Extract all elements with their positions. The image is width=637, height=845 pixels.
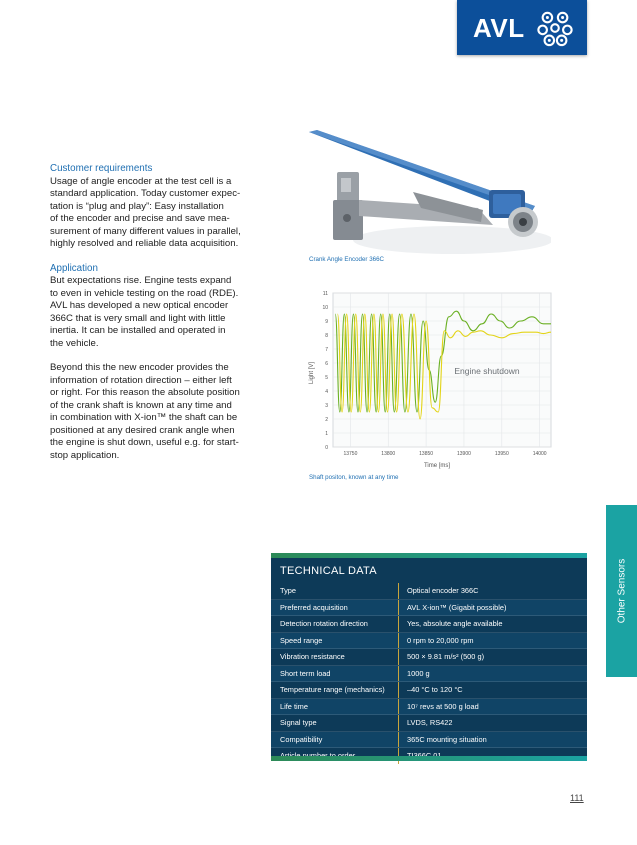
text-line: standard application. Today customer expec- [50,188,241,199]
x-tick-label: 13800 [381,451,396,457]
table-row [271,732,587,749]
y-tick-label: 2 [325,417,328,423]
row-value: AVL X-ion™ (Gigabit possible) [407,602,507,612]
y-tick-label: 8 [325,333,328,339]
text-line: But expectations rise. Engine tests expand [50,275,232,286]
y-tick-label: 3 [325,403,328,409]
table-rows [271,583,587,765]
text-line: AVL has developed a new optical encoder [50,300,229,311]
text-line: information of rotation direction – either left [50,374,232,386]
row-value: LVDS, RS422 [407,718,453,728]
technical-data-table [271,553,587,761]
text-line: stop application. [50,449,120,461]
engine-shutdown-annotation: Engine shutdown [454,366,520,376]
section-body [50,362,260,462]
text-line: positioned at any desired crank angle when [50,424,235,436]
table-row [271,715,587,732]
text-line: tation is “plug and play”: Easy installation [50,200,224,212]
section-rotation-direction [50,362,260,462]
table-row [271,633,587,650]
avl-logo [457,0,587,55]
y-tick-label: 0 [325,445,328,451]
x-axis-label: Time [ms] [423,463,451,469]
x-tick-label: 13850 [419,451,434,457]
row-label: Life time [280,701,308,711]
section-body [50,275,260,350]
y-axis-label: Light [V] [309,361,315,385]
row-label: Speed range [280,635,323,645]
table-row [271,583,587,600]
row-label: Temperature range (mechanics) [280,685,385,695]
row-value: 0 rpm to 20,000 rpm [407,635,474,645]
table-row [271,649,587,666]
page-number: 111 [570,793,584,803]
text-line: inertia. It can be installed and operated in [50,325,226,336]
text-line: in combination with X-ion™ the shaft can be [50,412,238,423]
row-value: 500 × 9.81 m/s² (500 g) [407,652,485,662]
body-text-column [50,163,260,474]
photo-caption: Crank Angle Encoder 366C [309,256,384,263]
table-row [271,682,587,699]
row-value: Yes, absolute angle available [407,619,503,629]
shaft-position-chart [305,285,557,473]
row-label: Type [280,586,297,596]
section-body [50,176,260,251]
y-tick-label: 11 [322,291,328,297]
row-label: Compatibility [280,734,323,744]
encoder-product-image [303,130,551,260]
section-application [50,263,260,351]
text-line: to even in vehicle testing on the road (RDE). [50,287,239,299]
section-side-tab [606,505,637,677]
y-tick-label: 7 [325,347,328,353]
table-row [271,666,587,683]
row-value: 10⁷ revs at 500 g load [407,701,479,711]
text-line: the engine is shut down, useful e.g. for start- [50,437,239,448]
y-tick-label: 4 [325,389,328,395]
x-tick-label: 13950 [494,451,509,457]
x-tick-label: 14000 [532,451,547,457]
side-tab-label: Other Sensors [616,558,627,624]
table-row [271,699,587,716]
y-tick-label: 9 [325,319,328,325]
section-heading: Application [50,262,98,274]
text-line: Beyond this the new encoder provides the [50,362,229,373]
section-customer-requirements [50,163,260,251]
section-heading: Customer requirements [50,163,153,174]
text-line: or right. For this reason the absolute position [50,387,240,398]
table-title: TECHNICAL DATA [280,565,377,577]
table-row [271,616,587,633]
row-value: 1000 g [407,668,430,678]
row-label: Signal type [280,718,317,728]
row-label: Preferred acquisition [280,602,348,612]
table-row [271,600,587,617]
text-line: highly resolved and reliable data acquisition. [50,238,239,249]
avl-emblem-icon [536,9,574,47]
row-value: –40 °C to 120 °C [407,685,463,695]
row-label: Vibration resistance [280,652,345,662]
x-tick-label: 13900 [456,451,471,457]
text-line: of the encoder and precise and save mea- [50,213,230,224]
table-bottom-bar [271,756,587,761]
y-tick-label: 10 [322,305,328,311]
row-value: Optical encoder 366C [407,586,479,596]
text-line: the vehicle. [50,337,99,349]
row-value: 365C mounting situation [407,734,487,744]
x-tick-label: 13750 [343,451,358,457]
row-label: Detection rotation direction [280,619,368,629]
row-label: Short term load [280,668,331,678]
text-line: of the crank shaft is known at any time and [50,399,232,411]
text-line: 366C that is very small and light with little [50,312,226,324]
y-tick-label: 6 [325,361,328,367]
y-tick-label: 5 [325,375,328,381]
table-top-bar [271,553,587,558]
logo-text: AVL [473,13,525,43]
text-line: Usage of angle encoder at the test cell is a [50,175,232,187]
y-tick-label: 1 [325,431,328,437]
chart-caption: Shaft positon, known at any time [309,474,399,481]
text-line: surement of many different values in parallel, [50,225,241,237]
